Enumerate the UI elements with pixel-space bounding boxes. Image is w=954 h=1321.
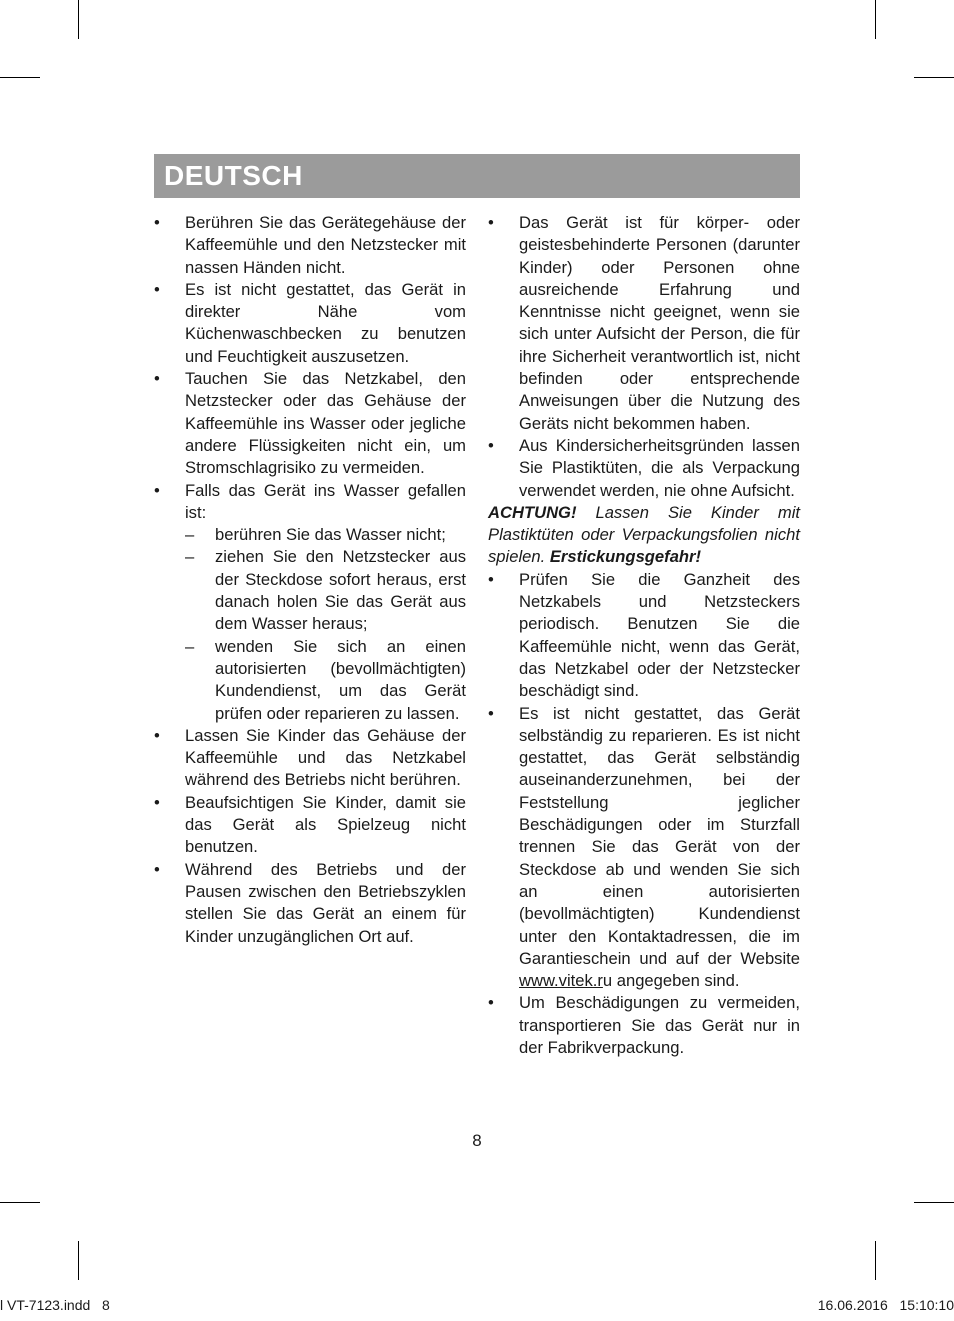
list-item <box>154 725 466 792</box>
crop-mark <box>0 77 40 78</box>
warning-label: ACHTUNG! <box>488 502 577 522</box>
list-item-text: Um Beschädigungen zu vermeiden, transportieren Sie das Gerät nur in der Fabrikverpackung. <box>519 993 800 1057</box>
list-item-text: Lassen Sie Kinder das Gehäuse der Kaffeemühle und das Netzkabel während des Betriebs nicht berühren. <box>185 725 466 790</box>
list-item <box>154 368 466 479</box>
list-item-text: Beaufsichtigen Sie Kinder, damit sie das Gerät als Spielzeug nicht benutzen. <box>185 792 466 857</box>
sub-list-item-text: berühren Sie das Wasser nicht; <box>215 525 446 545</box>
dash: – <box>185 636 195 656</box>
footer-timestamp: 16.06.2016 15:10:10 <box>817 1297 954 1313</box>
sub-list-item-text: ziehen Sie den Netzstecker aus der Steckdose sofort heraus, erst danach holen Sie das Gerät aus dem Wasser heraus; <box>215 547 466 634</box>
crop-mark <box>78 0 79 39</box>
list-item-text: Prüfen Sie die Ganzheit des Netzkabels und Netzsteckers periodisch. Benutzen Sie die Kaffeemühle nicht, wenn das Gerät, das Netzkabel oder der Netzstecker beschädigt sind. <box>519 569 800 701</box>
page-number: 8 <box>472 1131 482 1150</box>
list-item <box>488 992 800 1059</box>
list-item-text: Berühren Sie das Gerätegehäuse der Kaffeemühle und den Netzstecker mit nassen Händen nicht. <box>185 213 466 277</box>
warning-text: Lassen Sie Kinder mit Plastiktüten oder Verpackungsfolien nicht spielen. <box>488 502 800 567</box>
section-header <box>154 154 800 198</box>
crop-mark <box>914 77 954 78</box>
list-item-text: Es ist nicht gestattet, das Gerät selbständig zu reparieren. Es ist nicht gestattet, das Gerät selbständig auseinanderzunehmen, bei der Feststellung jeglicher Beschädigungen oder im Sturzfall trennen Sie das Gerät von der Steckdose ab und wenden Sie sich an einen autorisierten (bevollmächtigten) Kundendienst unter den Kontaktadressen, die im Garantieschein und auf der Website <box>519 703 800 968</box>
list-item <box>154 480 466 725</box>
list-item-text: Während des Betriebs und der Pausen zwischen den Betriebszyklen stellen Sie das Gerät an einem für Kinder unzugänglichen Ort auf. <box>185 859 466 946</box>
bullet: • <box>154 480 160 500</box>
list-item-text: Es ist nicht gestattet, das Gerät in direkter Nähe vom Küchenwaschbecken zu benutzen und Feuchtigkeit auszusetzen. <box>185 279 466 366</box>
bullet: • <box>488 435 494 455</box>
list-item-text: Das Gerät ist für körper- oder geistesbehinderte Personen (darunter Kinder) oder Personen ohne ausreichende Erfahrung und Kenntnisse nicht geeignet, wenn sie sich unter Aufsicht der Person, die für ihre Sicherheit verantwortlich ist, nicht befinden oder entsprechende Anweisungen über die Nutzung des Geräts nicht bekommen haben. <box>519 213 800 433</box>
crop-mark <box>78 1241 79 1280</box>
bullet: • <box>488 213 494 232</box>
bullet: • <box>154 725 160 745</box>
bullet: • <box>154 279 160 299</box>
list-item <box>154 212 466 279</box>
right-column <box>488 212 800 1059</box>
bullet: • <box>154 792 160 812</box>
bullet: • <box>154 859 160 879</box>
list-item <box>488 703 800 993</box>
sub-list-item <box>185 546 466 635</box>
warning-note <box>488 502 800 569</box>
bullet: • <box>488 703 494 723</box>
sub-list <box>185 524 466 725</box>
sub-list-item-text: wenden Sie sich an einen autorisierten (bevollmächtigten) Kundendienst, um das Gerät prüfen oder reparieren zu lassen. <box>215 636 466 723</box>
list-item-text: Tauchen Sie das Netzkabel, den Netzstecker oder das Gehäuse der Kaffeemühle ins Wasser oder jegliche andere Flüssigkeiten nicht ein, um Stromschlagrisiko zu vermeiden. <box>185 369 466 478</box>
website-link[interactable]: www.vitek.r <box>519 971 603 991</box>
left-column <box>154 212 466 948</box>
footer-filename: l VT-7123.indd 8 <box>0 1297 110 1313</box>
crop-mark <box>0 1202 40 1203</box>
list-item-text: Aus Kindersicherheitsgründen lassen Sie Plastiktüten, die als Verpackung verwendet werden, nie ohne Aufsicht. <box>519 435 800 500</box>
crop-mark <box>875 1241 876 1280</box>
dash: – <box>185 525 195 545</box>
list-item-text: u angegeben sind. <box>602 971 740 991</box>
list-item <box>488 212 800 435</box>
list-item <box>488 435 800 502</box>
warning-emphasis: Erstickungsgefahr! <box>549 547 702 567</box>
sub-list-item <box>185 524 466 546</box>
bullet: • <box>488 569 494 589</box>
list-item <box>154 859 466 948</box>
bullet: • <box>154 369 160 389</box>
list-item <box>154 792 466 859</box>
dash: – <box>185 547 195 567</box>
sub-list-item <box>185 636 466 725</box>
crop-mark <box>914 1202 954 1203</box>
list-item <box>488 569 800 703</box>
section-title: DEUTSCH <box>164 160 303 191</box>
bullet: • <box>154 213 160 232</box>
crop-mark <box>875 0 876 39</box>
list-item <box>154 279 466 368</box>
list-item-text: Falls das Gerät ins Wasser gefallen ist: <box>185 480 466 522</box>
bullet: • <box>488 993 494 1013</box>
